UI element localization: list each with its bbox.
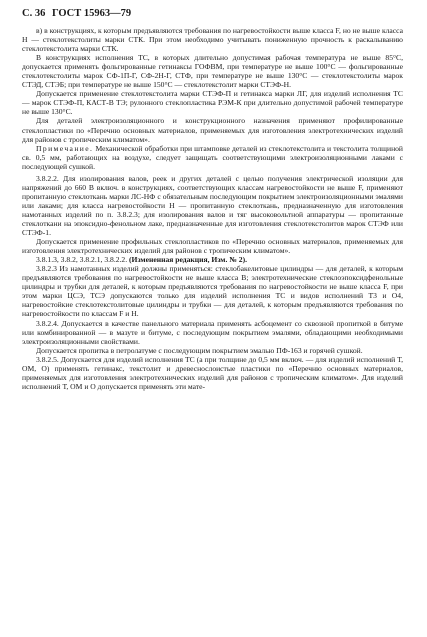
page-mark: С. 36	[22, 8, 46, 19]
amendment-paragraph	[22, 255, 403, 264]
paragraph: 3.8.2.3 Из намотанных изделий должны применяться: стеклобакелитовые цилиндры — для деталей, к которым предъявляются требования по нагревостойкости не выше класса В; электротехнические стеклоэпоксидфенольные цилиндры и трубки для деталей, к которым предъявляются требования по нагревостойкости не выше класса F, при этом марки ЦСЭ, ТСЭ допускаются только для изделий исполнения ТС и видов исполнений Т3 и О4, нагревостойкие стеклотекстолитовые цилиндры и трубки — для деталей, к которым предъявляются требования по нагревостойкости по классам F и Н.	[22, 264, 403, 319]
paragraph: В конструкциях исполнения ТС, в которых длительно допустимая рабочая температура не выше 85°С, допускается применять фольгированные гетинаксы ГОФВМ, при температуре не выше 100°С — фольгированные стеклотекстолиты марок СФ-1П-Г, СФ-2Н-Г, СТФ, при температуре не выше 130°С — стеклотекстолиты марок СТЭД, СТЭБ; при температуре не выше 150°С — стеклотекстолит марки СТЭФ-Н.	[22, 53, 403, 90]
standard-number: ГОСТ 15963—79	[51, 8, 132, 19]
amendment-note: (Измененная редакция, Изм. № 2).	[129, 255, 247, 265]
document-body	[22, 26, 403, 391]
note-paragraph	[22, 144, 403, 171]
paragraph: 3.8.2.5. Допускается для изделий исполнения ТС (а при толщине до 0,5 мм включ. — для изделий исполнений Т, ОМ, О) применять гетинакс, текстолит и древеснослоистые пластики по «Перечню основных материалов, применяемых для изготовления электротехнических изделий для районов с тропическим климатом». Для изделий исполнений Т, ОМ и О допускается применять эти мате-	[22, 354, 403, 391]
paragraph: Допускается применение стеклотекстолита марки СТЭФ-П и гетинакса марки ЛГ, для изделий исполнения ТС — марок СТЭФ-П, КАСТ-В ТЭ; рулонного стеклопластика РЭМ-К при длительно допустимой рабочей температуре не выше 130°С.	[22, 89, 403, 117]
paragraph: 3.8.2.4. Допускается в качестве панельного материала применять асбоцемент со сквозной пропиткой в битуме или комбинированной — в мазуте и битуме, с последующим покрытием эмалями, обладающими необходимыми электроизоляционными свойствами.	[22, 318, 403, 346]
page-header	[22, 7, 403, 20]
clause-list: 3.8.1.3, 3.8.2, 3.8.2.1, 3.8.2.2.	[36, 255, 128, 265]
paragraph: в) в конструкциях, к которым предъявляются требования по нагревостойкости выше класса F, но не выше класса Н — стеклотекстолиты марки СТК. При этом необходимо учитывать пониженную прочность к раскалыванию стеклотекстолита марки СТК.	[22, 26, 403, 54]
paragraph: Допускается пропитка в петролатуме с последующим покрытием эмалью ПФ-163 и горячей сушкой.	[36, 345, 363, 355]
paragraph: 3.8.2.2. Для изолирования валов, реек и других деталей с целью получения электрической изоляции для напряжений до 660 В включ. в конструкциях, соответствующих классам нагревостойкости не выше F, применяют пропитанную стеклоткань марки ЛС-НФ с обязательным последующим покрытием электроизоляционными эмалями или лаками; для класса нагревостойкости Н — пропитанную стеклоткань, предназначенную для изготовления намотанных изделий по п. 3.8.2.3; для изолирования валов и тяг высоковольтной аппаратуры — пропитанные стеклоткани на эпоксидно-фенольном лаке, предназначенные для изготовления стеклотекстолитов марок СТЭФ или СТЭФ-1.	[22, 173, 403, 238]
paragraph: Допускается применение профильных стеклопластиков по «Перечню основных материалов, применяемых для изготовления электротехнических изделий для районов с тропическим климатом».	[22, 237, 403, 256]
paragraph: Для деталей электроизоляционного и конструкционного назначения применяют профилированные стеклопластики по «Перечню основных материалов, применяемых для изготовления электротехнических изделий для районов с тропическим климатом».	[22, 116, 403, 144]
note-text: Механической обработки при штамповке деталей из стеклотекстолита и текстолита толщиной св. 0,5 мм, работающих на воздухе, следует защищать соответствующими электроизоляционными лаками с последующей сушкой.	[22, 143, 403, 171]
note-label: Примечание.	[36, 143, 94, 153]
